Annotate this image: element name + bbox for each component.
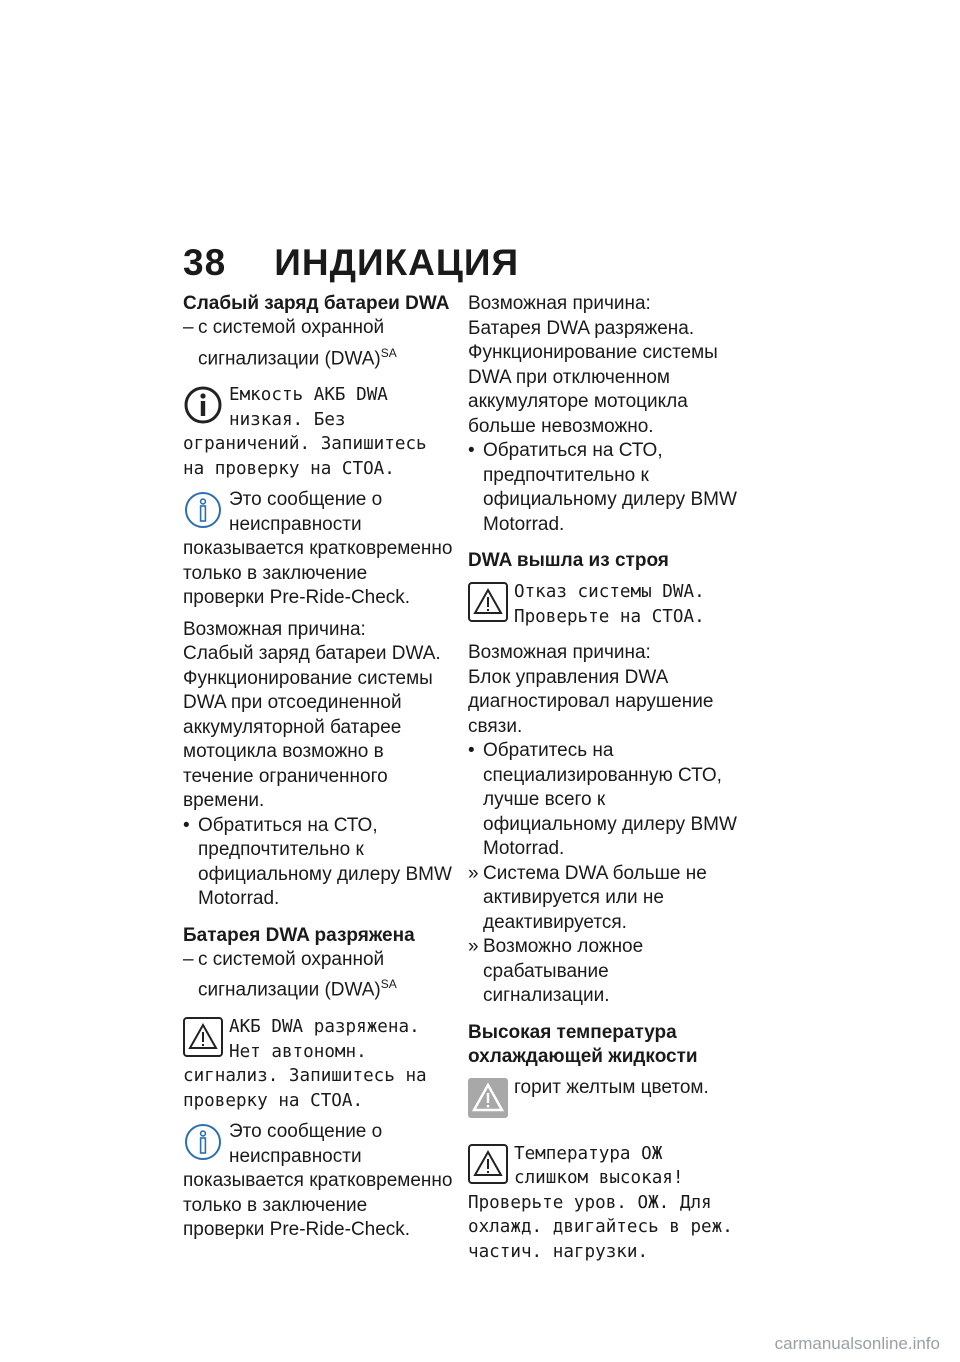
page-number: 38 (183, 242, 227, 283)
cause-text: Блок управления DWA диагностировал нарушение связи. (468, 666, 714, 737)
display-message (183, 1015, 453, 1113)
info-note (183, 488, 453, 611)
info-note (183, 1120, 453, 1243)
condition-note (183, 948, 453, 1003)
cause-label: Возможная причина: (183, 618, 366, 640)
cause-label: Возможная причина: (468, 293, 651, 314)
warning-lamp-icon (468, 1078, 508, 1118)
display-message-text: Емкость АКБ DWA низкая. Без ограничений. Запишитесь на проверку на СТОА. (183, 385, 427, 479)
section-heading-dwa-failure: DWA вышла из строя (468, 550, 669, 571)
warning-triangle-icon (183, 1017, 223, 1057)
display-message (183, 383, 453, 481)
page-title: ИНДИКАЦИЯ (274, 242, 520, 283)
warning-lamp-note (468, 1076, 740, 1118)
warning-triangle-icon (468, 582, 508, 622)
result-item: » Система DWA больше не активируется или не деактивируется. (468, 862, 740, 936)
section-heading-coolant-temp: Высокая температура охлаждающей жидкости (468, 1021, 698, 1067)
cause-text: Батарея DWA разряжена. Функционирование системы DWA при отключенном аккумуляторе мотоцикла больше невозможно. (468, 317, 718, 437)
action-item: • Обратиться на СТО, предпочтительно к официальному дилеру BMW Motorrad. (468, 439, 740, 537)
display-message (468, 580, 740, 629)
section-heading-low-battery: Слабый заряд батареи DWA (183, 293, 450, 314)
condition-note (183, 316, 453, 371)
info-icon (183, 385, 223, 425)
action-item: • Обратиться на СТО, предпочтительно к официальному дилеру BMW Motorrad. (183, 814, 453, 912)
lamp-text: горит желтым цветом. (514, 1076, 709, 1098)
display-message-text: Отказ системы DWA. Проверьте на СТОА. (514, 582, 705, 627)
display-message-text: Температура ОЖ слишком высокая! Проверьте уров. ОЖ. Для охлажд. двигайтесь в реж. частич. нагрузки. (468, 1143, 733, 1262)
warning-triangle-icon (468, 1144, 508, 1184)
condition-text: с системой охранной сигнализации (DWA) (198, 948, 385, 1001)
sa-mark: SA (380, 345, 397, 360)
info-note-text: Это сообщение о неисправности показывается кратковременно только в заключение проверки Pre-Ride-Check. (183, 1121, 453, 1241)
action-item: • Обратитесь на специализированную СТО, лучше всего к официальному дилеру BMW Motorrad. (468, 739, 740, 862)
cause-label: Возможная причина: (468, 642, 651, 663)
info-outline-icon (183, 490, 223, 530)
display-message-text: АКБ DWA разряжена. Нет автономн. сигнализ. Запишитесь на проверку на СТОА. (183, 1017, 427, 1111)
right-column (468, 292, 740, 1264)
watermark: carmanualsonline.info (774, 1334, 940, 1353)
page-header (183, 242, 519, 284)
section-heading-battery-empty: Батарея DWA разряжена (183, 924, 415, 946)
left-column (183, 292, 453, 1243)
result-item: » Возможно ложное срабатывание сигнализации. (468, 935, 740, 1009)
cause-text: Слабый заряд батареи DWA. Функционирование системы DWA при отсоединенной аккумуляторной батарее мотоцикла возможно в течение ограниченного времени. (183, 643, 441, 812)
display-message (468, 1142, 740, 1265)
info-outline-icon (183, 1122, 223, 1162)
condition-text: с системой охранной сигнализации (DWA) (198, 317, 385, 369)
sa-mark: SA (380, 977, 397, 992)
info-note-text: Это сообщение о неисправности показывается кратковременно только в заключение проверки Pre-Ride-Check. (183, 489, 453, 609)
